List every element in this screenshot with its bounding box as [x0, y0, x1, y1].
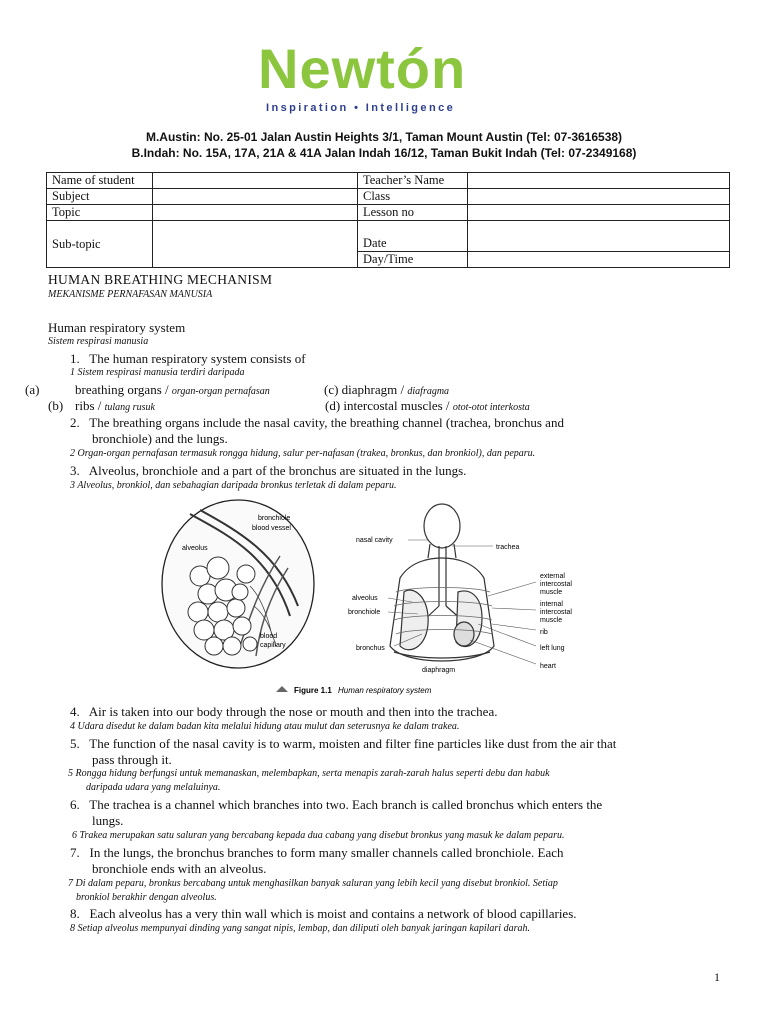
item-7-malay-cont: bronkiol berakhir dengan alveolus. [76, 892, 217, 903]
table-row [47, 189, 730, 205]
option-c-malay: diafragma [407, 386, 450, 397]
class-label: Class [358, 189, 468, 205]
item-4-malay: 4 Udara disedut ke dalam badan kita melalui hidung atau mulut dan seterusnya ke dalam trakea. [70, 721, 460, 732]
alveoli-illustration [162, 500, 314, 668]
item-6-text: 6. The trachea is a channel which branches into two. Each branch is called bronchus which enters the [70, 797, 603, 812]
lesson-no-label: Lesson no [358, 205, 468, 221]
item-2-text: 2. The breathing organs include the nasal cavity, the breathing channel (trachea, bronchus and [70, 415, 564, 430]
date-label: Date [358, 221, 468, 252]
address-line-2: B.Indah: No. 15A, 17A, 21A & 41A Jalan Indah 16/12, Taman Bukit Indah (Tel: 07-2349168) [131, 146, 637, 160]
label-external-3: muscle [540, 589, 563, 596]
label-diaphragm: diaphragm [422, 667, 456, 674]
page-title-malay: MEKANISME PERNAFASAN MANUSIA [48, 289, 213, 300]
option-b-english: ribs / [75, 398, 102, 413]
label-trachea: trachea [496, 544, 520, 551]
label-external-1: external [540, 573, 565, 580]
item-7-text: 7. In the lungs, the bronchus branches to form many smaller channels called bronchiole. Each [70, 845, 564, 860]
label-capillary: capillary [260, 642, 286, 649]
item-7-malay: 7 Di dalam peparu, bronkus bercabang untuk menghasilkan banyak saluran yang lebih kecil yang disebut bronkiol. Setiap [68, 878, 558, 889]
item-2-malay: 2 Organ-organ pernafasan termasuk rongga hidung, salur per-nafasan (trakea, bronkus, dan bronkiol), dan peparu. [70, 448, 536, 459]
option-a-english: breathing organs / [75, 382, 169, 397]
option-d-malay: otot-otot interkosta [452, 402, 530, 413]
option-b-text [75, 398, 155, 414]
option-c-text [324, 382, 449, 398]
option-b-malay: tulang rusuk [104, 402, 155, 413]
label-left-lung: left lung [540, 645, 565, 652]
item-5-text-cont: pass through it. [92, 752, 172, 767]
table-row [47, 205, 730, 221]
option-a-label: (a) [25, 382, 40, 397]
item-1-malay: 1 Sistem respirasi manusia terdiri daripada [70, 367, 245, 378]
item-5-malay-cont: daripada udara yang melaluinya. [86, 782, 221, 793]
teacher-name-label: Teacher’s Name [358, 173, 468, 189]
label-heart: heart [540, 663, 556, 670]
figure-caption-text: Human respiratory system [338, 686, 432, 695]
figure-caption-number: Figure 1.1 [294, 686, 332, 695]
label-blood: blood [260, 633, 278, 640]
caption-triangle-icon [276, 686, 288, 692]
newton-logo [258, 38, 508, 118]
name-of-student-label: Name of student [47, 173, 153, 189]
item-5-malay: 5 Rongga hidung berfungsi untuk memanaskan, melembapkan, serta menapis zarah-zarah halus seperti debu dan habuk [68, 768, 550, 779]
section-title-malay: Sistem respirasi manusia [48, 336, 149, 347]
item-8-malay: 8 Setiap alveolus mempunyai dinding yang sangat nipis, lembap, dan diliputi oleh banyak jaringan kapilari darah. [70, 923, 530, 934]
label-alveolus-right: alveolus [352, 595, 378, 602]
item-7-text-cont: bronchiole ends with an alveolus. [92, 861, 267, 876]
item-8-text: 8. Each alveolus has a very thin wall which is moist and contains a network of blood capillaries. [70, 906, 577, 921]
item-6-malay: 6 Trakea merupakan satu saluran yang bercabang kepada dua cabang yang disebut bronkus yang masuk ke dalam peparu. [72, 830, 565, 841]
day-time-label: Day/Time [358, 252, 468, 268]
label-internal-2: intercostal [540, 609, 572, 616]
logo-wordmark: Newtón [258, 37, 467, 100]
label-rib: rib [540, 629, 548, 636]
sub-topic-field[interactable] [153, 221, 358, 268]
torso-illustration [390, 504, 494, 661]
subject-field[interactable] [153, 189, 358, 205]
section-title: Human respiratory system [48, 320, 186, 335]
item-6-text-cont: lungs. [92, 813, 124, 828]
name-of-student-field[interactable] [153, 173, 358, 189]
item-3-malay: 3 Alveolus, bronkiol, dan sebahagian daripada bronkus terletak di dalam peparu. [70, 480, 397, 491]
label-internal-1: internal [540, 601, 563, 608]
respiratory-system-figure [160, 496, 580, 702]
label-nasal-cavity: nasal cavity [356, 537, 393, 544]
label-bronchiole: bronchiole [258, 515, 291, 522]
label-external-2: intercostal [540, 581, 572, 588]
address-line-1: M.Austin: No. 25-01 Jalan Austin Heights 3/1, Taman Mount Austin (Tel: 07-3616538) [145, 130, 623, 144]
date-field[interactable] [468, 221, 730, 252]
option-b-label: (b) [48, 398, 64, 413]
option-a-text [75, 382, 270, 398]
item-4-text: 4. Air is taken into our body through the nose or mouth and then into the trachea. [70, 704, 498, 719]
table-row [47, 173, 730, 189]
label-alveolus-left: alveolus [182, 545, 208, 552]
item-3-text: 3. Alveolus, bronchiole and a part of the bronchus are situated in the lungs. [70, 463, 467, 478]
subject-label: Subject [47, 189, 153, 205]
page-number: 1 [714, 970, 720, 984]
table-row [47, 221, 730, 252]
label-bronchiole-right: bronchiole [348, 609, 381, 616]
logo-tagline: Inspiration • Intelligence [266, 102, 456, 114]
item-2-text-cont: bronchiole) and the lungs. [92, 431, 228, 446]
class-field[interactable] [468, 189, 730, 205]
student-info-table [46, 172, 730, 268]
option-a-malay: organ-organ pernafasan [171, 386, 270, 397]
teacher-name-field[interactable] [468, 173, 730, 189]
option-d-text [325, 398, 530, 414]
day-time-field[interactable] [468, 252, 730, 268]
page-title: HUMAN BREATHING MECHANISM [48, 272, 273, 287]
option-c-english: (c) diaphragm / [324, 382, 405, 397]
topic-label: Topic [47, 205, 153, 221]
sub-topic-label: Sub-topic [47, 221, 153, 268]
item-1-text: 1. The human respiratory system consists of [70, 351, 306, 366]
item-5-text: 5. The function of the nasal cavity is to warm, moisten and filter fine particles like dust from the air that [70, 736, 617, 751]
label-internal-3: muscle [540, 617, 563, 624]
lesson-no-field[interactable] [468, 205, 730, 221]
option-d-english: (d) intercostal muscles / [325, 398, 450, 413]
label-blood-vessel: blood vessel [252, 525, 291, 532]
topic-field[interactable] [153, 205, 358, 221]
label-bronchus: bronchus [356, 645, 385, 652]
